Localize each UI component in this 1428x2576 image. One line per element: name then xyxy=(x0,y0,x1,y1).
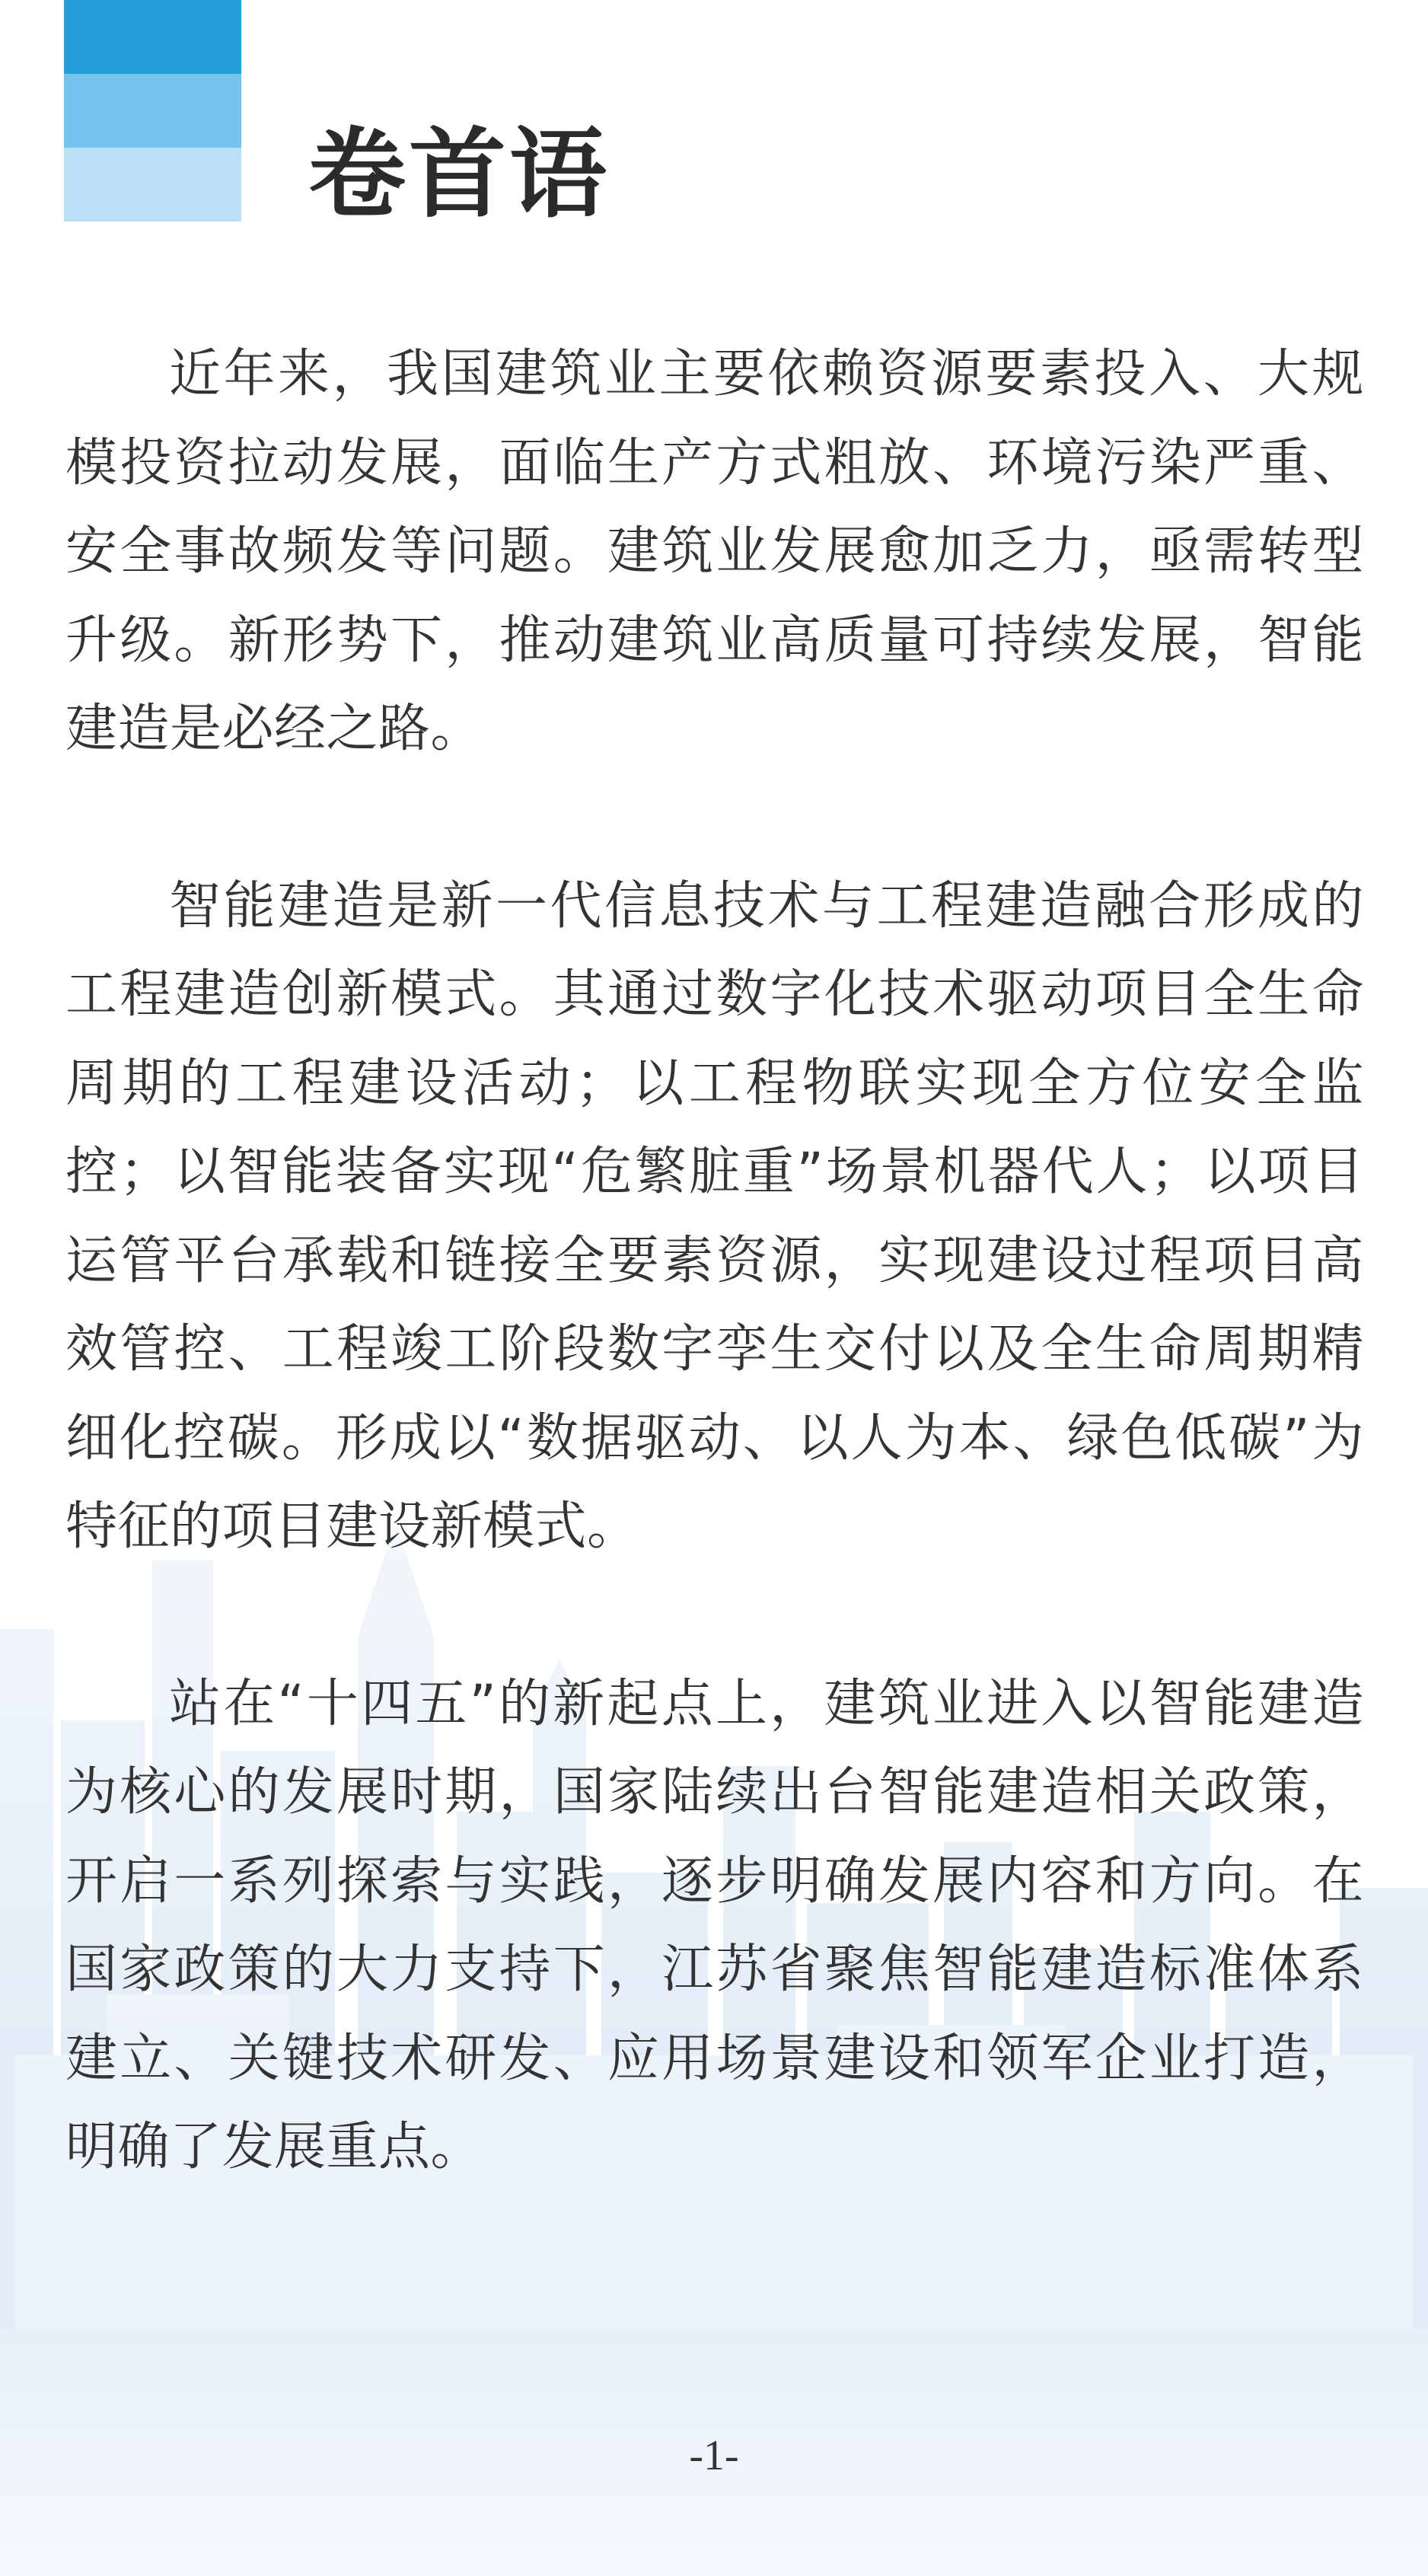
paragraph-2: 智能建造是新一代信息技术与工程建造融合形成的工程建造创新模式。其通过数字化技术驱动项目全生命周期的工程建设活动；以工程物联实现全方位安全监控；以智能装备实现“危繁脏重”场景机器代人；以项目运管平台承载和链接全要素资源，实现建设过程项目高效管控、工程竣工阶段数字孪生交付以及全生命周期精细化控碳。形成以“数据驱动、以人为本、绿色低碳”为特征的项目建设新模式。 xyxy=(65,875,1364,1557)
header-color-blocks xyxy=(64,0,241,221)
page-number: -1- xyxy=(689,2432,739,2479)
body-text xyxy=(65,330,1364,2281)
paragraph-1: 近年来，我国建筑业主要依赖资源要素投入、大规模投资拉动发展，面临生产方式粗放、环境污染严重、安全事故频发等问题。建筑业发展愈加乏力，亟需转型升级。新形势下，推动建筑业高质量可持续发展，智能建造是必经之路。 xyxy=(65,344,1364,759)
header-block-mid xyxy=(64,74,241,148)
paragraph-3: 站在“十四五”的新起点上，建筑业进入以智能建造为核心的发展时期，国家陆续出台智能建造相关政策，开启一系列探索与实践，逐步明确发展内容和方向。在国家政策的大力支持下，江苏省聚焦智能建造标准体系建立、关键技术研发、应用场景建设和领军企业打造，明确了发展重点。 xyxy=(65,1673,1364,2177)
page-title: 卷首语 xyxy=(308,118,610,231)
header-block-light xyxy=(64,148,241,222)
header-block-dark xyxy=(64,0,241,74)
